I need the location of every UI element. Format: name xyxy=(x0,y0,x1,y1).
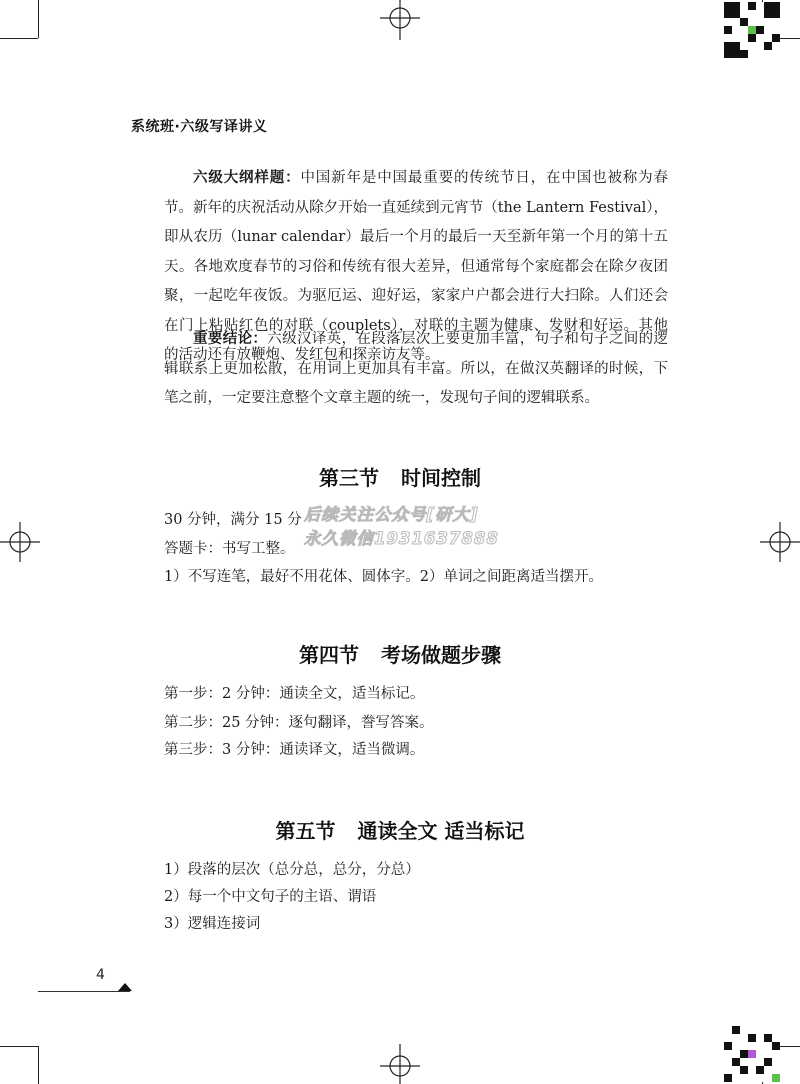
list-item: 1）不写连笔，最好不用花体、圆体字。2）单词之间距离适当摆开。 xyxy=(164,569,603,585)
list-item: 第二步：25 分钟：逐句翻译，誊写答案。 xyxy=(164,715,434,731)
list-item: 第三步：3 分钟：通读译文，适当微调。 xyxy=(164,742,425,758)
crop-mark xyxy=(0,38,38,39)
list-item: 1）段落的层次（总分总，总分，分总） xyxy=(164,862,420,878)
page-arrow-icon xyxy=(118,983,132,991)
crop-mark xyxy=(38,0,39,38)
section-heading xyxy=(0,639,800,668)
qr-code-bottom-icon xyxy=(724,1026,780,1082)
crop-mark xyxy=(0,1046,38,1047)
sample-text: 中国新年是中国最重要的传统节日，在中国也被称为春节。新年的庆祝活动从除夕开始一直延续到元宵节（the Lantern Festival），即从农历（lunar calendar）最后一个月的最后一天至新年第一个月的第十五天。各地欢度春节的习俗和传统有很大差异，但通常每个家庭都会在除夕夜团聚，一起吃年夜饭。为驱厄运、迎好运，家家户户都会进行大扫除。人们还会在门上粘贴红色的对联（couplets），对联的主题为健康、发财和好运。其他的活动还有放鞭炮、发红包和探亲访友等。 xyxy=(164,170,669,363)
footer-rule xyxy=(38,991,130,992)
qr-code-top-icon xyxy=(724,2,780,58)
list-item: 30 分钟，满分 15 分 xyxy=(164,512,302,528)
list-item: 2）每一个中文句子的主语、谓语 xyxy=(164,889,377,905)
list-item: 第一步：2 分钟：通读全文，适当标记。 xyxy=(164,686,425,702)
running-header: 系统班·六级写译讲义 xyxy=(131,119,268,135)
section-heading xyxy=(0,462,800,491)
section-number: 第五节 xyxy=(275,819,336,843)
section-heading xyxy=(0,815,800,844)
sample-lead: 六级大纲样题： xyxy=(193,170,301,186)
conclusion-text: 六级汉译英，在段落层次上要更加丰富，句子和句子之间的逻辑联系上更加松散，在用词上更加具有丰富。所以，在做汉英翻译的时候，下笔之前，一定要注意整个文章主题的统一，发现句子间的逻辑联系。 xyxy=(164,331,669,406)
conclusion-paragraph xyxy=(164,325,668,414)
section-title-text: 时间控制 xyxy=(401,466,481,490)
registration-mark-icon xyxy=(0,520,44,564)
page-number: 4 xyxy=(96,967,105,983)
list-item: 答题卡：书写工整。 xyxy=(164,541,295,557)
watermark-line: 后续关注公众号[研大] xyxy=(304,505,479,524)
registration-mark-icon xyxy=(378,1040,422,1084)
list-item: 3）逻辑连接词 xyxy=(164,916,261,932)
section-number: 第三节 xyxy=(319,466,379,490)
registration-mark-icon xyxy=(756,520,800,564)
watermark-line: 永久微信1931637888 xyxy=(304,529,499,548)
section-title-text: 通读全文 适当标记 xyxy=(357,819,525,843)
crop-mark xyxy=(38,1046,39,1084)
registration-mark-icon xyxy=(378,0,422,44)
conclusion-lead: 重要结论： xyxy=(193,331,268,347)
section-title-text: 考场做题步骤 xyxy=(381,643,501,667)
section-number: 第四节 xyxy=(299,643,359,667)
